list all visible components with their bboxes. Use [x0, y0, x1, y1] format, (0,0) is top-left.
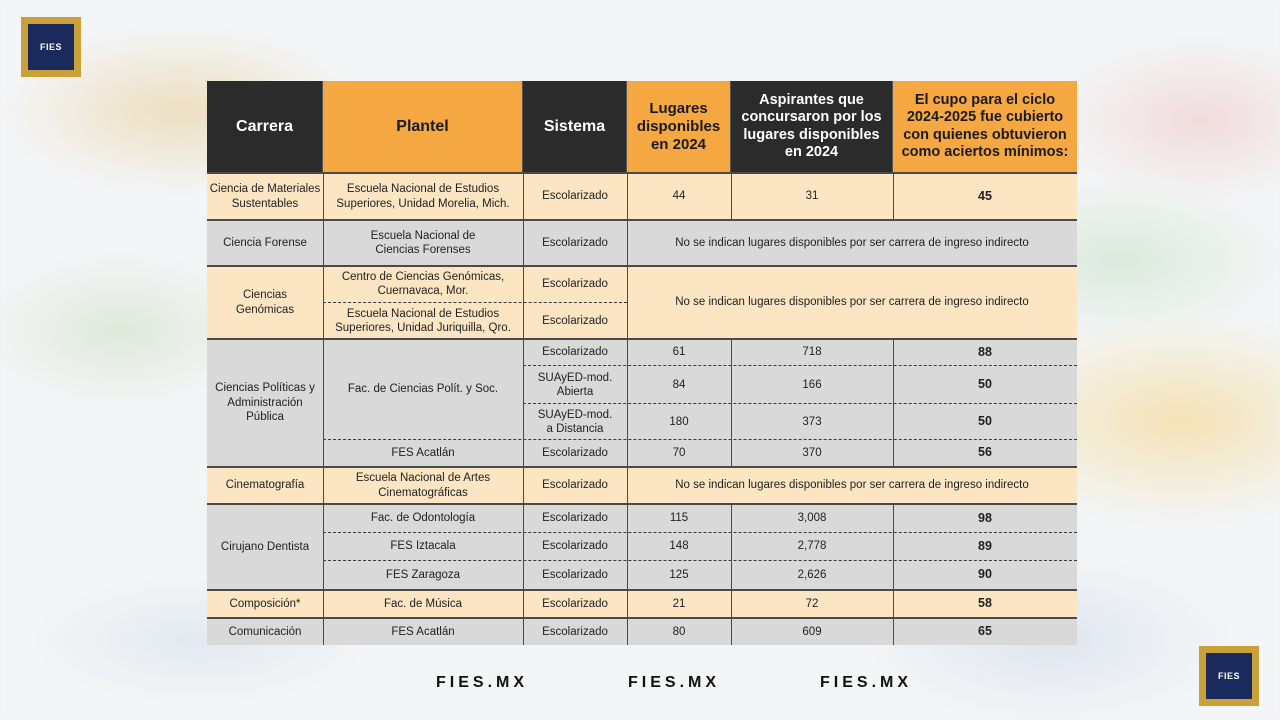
sistema-cell: Escolarizado — [542, 446, 608, 459]
table-row — [207, 265, 1077, 338]
sistema-cell: Escolarizado — [542, 479, 608, 492]
plantel-cell: Escuela Nacional de Estudios Superiores, Unidad Juriquilla, Qro. — [335, 307, 511, 334]
aciertos-cell: 89 — [978, 538, 992, 553]
aciertos-cell: 65 — [978, 624, 992, 639]
plantel-cell: Fac. de Música — [384, 597, 462, 610]
table-row — [207, 617, 1077, 645]
footer-watermark: FIES.MX — [628, 674, 721, 691]
carrera-cell: Composición* — [229, 597, 301, 610]
plantel-cell: Escuela Nacional de Estudios Superiores, Unidad Morelia, Mich. — [336, 183, 510, 210]
indirect-notice: No se indican lugares disponibles por ser carrera de ingreso indirecto — [675, 479, 1029, 492]
sistema-cell: Escolarizado — [542, 190, 608, 203]
plantel-cell: FES Acatlán — [391, 446, 455, 459]
lugares-cell: 180 — [669, 415, 689, 428]
footer-watermark: FIES.MX — [820, 674, 913, 691]
aspirantes-cell: 3,008 — [797, 512, 827, 525]
sistema-cell: Escolarizado — [542, 625, 608, 638]
header-sistema: Sistema — [523, 81, 627, 172]
lugares-cell: 148 — [669, 540, 689, 553]
sistema-cell: SUAyED-mod. a Distancia — [537, 408, 613, 435]
lugares-cell: 84 — [672, 378, 686, 391]
aciertos-cell: 45 — [978, 188, 992, 203]
footer-watermark: FIES.MX — [436, 674, 529, 691]
sistema-cell: Escolarizado — [542, 314, 608, 327]
aciertos-cell: 88 — [978, 344, 992, 359]
sistema-cell: SUAyED-mod. Abierta — [537, 371, 613, 398]
aspirantes-cell: 718 — [802, 346, 822, 359]
aspirantes-cell: 2,626 — [797, 568, 827, 581]
table-row — [207, 172, 1077, 219]
indirect-notice: No se indican lugares disponibles por ser carrera de ingreso indirecto — [675, 296, 1029, 309]
aspirantes-cell: 609 — [802, 625, 822, 638]
plantel-cell: FES Zaragoza — [385, 568, 461, 581]
aspirantes-cell: 373 — [802, 415, 822, 428]
plantel-cell: Centro de Ciencias Genómicas, Cuernavaca, Mor. — [341, 270, 505, 297]
sistema-cell: Escolarizado — [542, 346, 608, 359]
aciertos-cell: 50 — [978, 377, 992, 392]
carrera-cell: Ciencias Políticas y Administración Pública — [215, 382, 315, 424]
plantel-cell: Fac. de Odontología — [370, 512, 476, 525]
lugares-cell: 115 — [669, 512, 689, 525]
header-carrera: Carrera — [207, 81, 323, 172]
header-plantel: Plantel — [323, 81, 523, 172]
aspirantes-cell: 72 — [805, 597, 819, 610]
carrera-cell: Ciencia de Materiales Sustentables — [209, 183, 321, 210]
lugares-cell: 70 — [672, 446, 686, 459]
aciertos-cell: 98 — [978, 510, 992, 525]
sistema-cell: Escolarizado — [542, 236, 608, 249]
plantel-cell: FES Acatlán — [391, 625, 455, 638]
lugares-cell: 44 — [672, 190, 686, 203]
table-row — [207, 503, 1077, 589]
sistema-cell: Escolarizado — [542, 540, 608, 553]
table-row — [207, 466, 1077, 503]
aciertos-cell: 50 — [978, 414, 992, 429]
aspirantes-cell: 370 — [802, 446, 822, 459]
carrera-cell: Ciencia Forense — [223, 236, 307, 249]
lugares-cell: 125 — [669, 568, 689, 581]
header-aspirantes: Aspirantes que concursaron por los lugares disponibles en 2024 — [731, 81, 893, 172]
carrera-cell: Comunicación — [228, 625, 302, 638]
plantel-cell: Escuela Nacional de Artes Cinematográficas — [355, 472, 491, 499]
aspirantes-cell: 166 — [802, 378, 822, 391]
sistema-cell: Escolarizado — [542, 512, 608, 525]
carrera-cell: Cinematografía — [225, 479, 305, 492]
plantel-cell: Escuela Nacional de Ciencias Forenses — [370, 229, 476, 256]
aspirantes-cell: 31 — [805, 190, 819, 203]
lugares-cell: 61 — [672, 346, 686, 359]
fies-logo-bottom: FIES — [1199, 646, 1259, 706]
aciertos-cell: 58 — [978, 596, 992, 611]
plantel-cell: FES Iztacala — [390, 540, 456, 553]
header-cupo: El cupo para el ciclo 2024-2025 fue cubierto con quienes obtuvieron como aciertos mínimos: — [893, 81, 1077, 172]
lugares-cell: 21 — [672, 597, 686, 610]
sistema-cell: Escolarizado — [542, 597, 608, 610]
aspirantes-cell: 2,778 — [797, 540, 827, 553]
fies-logo-top: FIES — [21, 17, 81, 77]
sistema-cell: Escolarizado — [542, 568, 608, 581]
sistema-cell: Escolarizado — [542, 277, 608, 290]
header-lugares: Lugares disponibles en 2024 — [627, 81, 731, 172]
aciertos-cell: 90 — [978, 567, 992, 582]
lugares-cell: 80 — [672, 625, 686, 638]
indirect-notice: No se indican lugares disponibles por ser carrera de ingreso indirecto — [675, 236, 1029, 249]
carrera-cell: Ciencias Genómicas — [235, 289, 295, 316]
admissions-table — [207, 81, 1077, 645]
carrera-cell: Cirujano Dentista — [220, 540, 310, 553]
aciertos-cell: 56 — [978, 445, 992, 460]
plantel-cell: Fac. de Ciencias Polít. y Soc. — [347, 382, 499, 395]
table-row — [207, 219, 1077, 265]
table-row — [207, 589, 1077, 617]
table-row — [207, 338, 1077, 466]
